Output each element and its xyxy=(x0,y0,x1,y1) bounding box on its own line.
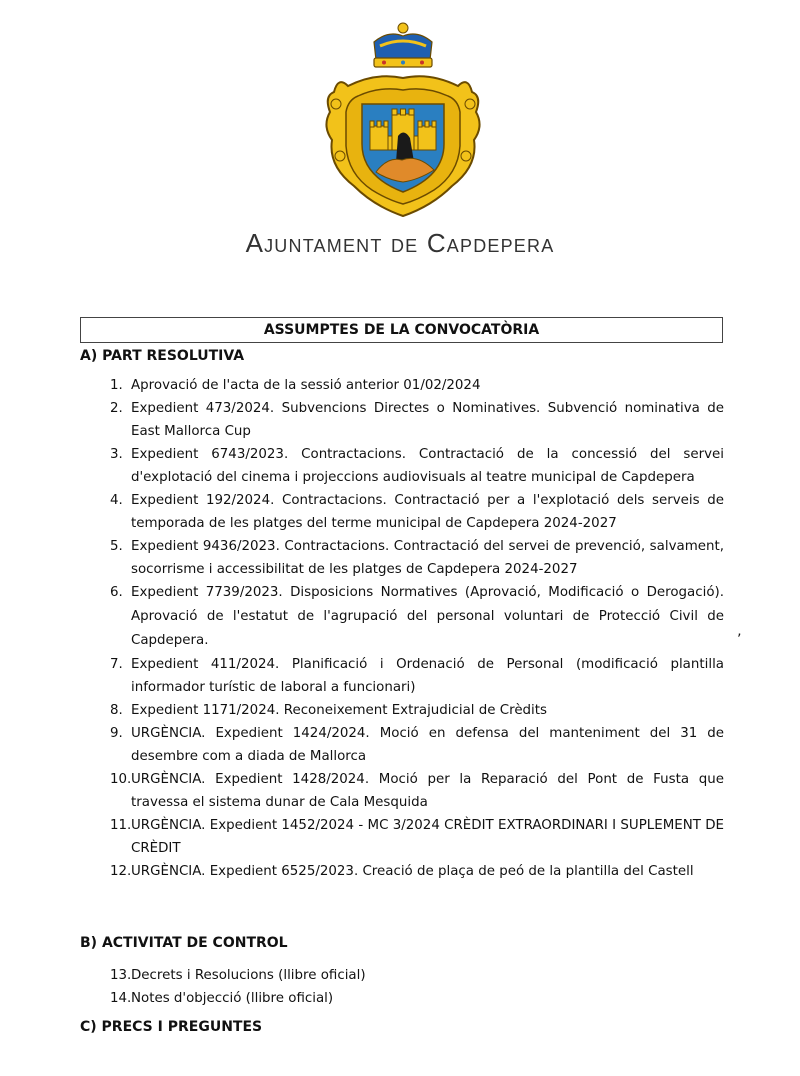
list-item: 6. Expedient 7739/2023. Disposicions Normatives (Aprovació, Modificació o Derogació). Aprovació de l'estatut de l'agrupació del personal voluntari de Protecció Civil de Capdepera. xyxy=(110,585,724,648)
list-item: 2. Expedient 473/2024. Subvencions Directes o Nominatives. Subvenció nominativa de East Mallorca Cup xyxy=(110,401,724,439)
list-item: 9. URGÈNCIA. Expedient 1424/2024. Moció en defensa del manteniment del 31 de desembre com a diada de Mallorca xyxy=(110,726,724,764)
stray-mark: ’ xyxy=(737,632,742,648)
list-item: 5. Expedient 9436/2023. Contractacions. Contractació del servei de prevenció, salvament, socorrisme i accessibilitat de les platges de Capdepera 2024-2027 xyxy=(110,539,724,577)
list-item: 7. Expedient 411/2024. Planificació i Ordenació de Personal (modificació plantilla informador turístic de laboral a funcionari) xyxy=(110,657,724,695)
agenda-title: ASSUMPTES DE LA CONVOCATÒRIA xyxy=(80,317,723,343)
list-item: 4. Expedient 192/2024. Contractacions. Contractació per a l'explotació dels serveis de temporada de les platges del terme municipal de Capdepera 2024-2027 xyxy=(110,493,724,531)
list-item: 10. URGÈNCIA. Expedient 1428/2024. Moció per la Reparació del Pont de Fusta que travessa el sistema dunar de Cala Mesquida xyxy=(110,772,724,810)
list-item: 1. Aprovació de l'acta de la sessió anterior 01/02/2024 xyxy=(110,378,481,393)
section-a-list xyxy=(110,374,724,883)
list-item: 13. Decrets i Resolucions (llibre oficial) xyxy=(110,968,366,983)
section-b-list xyxy=(110,964,724,1010)
list-item: 3. Expedient 6743/2023. Contractacions. Contractació de la concessió del servei d'explotació del cinema i projeccions audiovisuals al teatre municipal de Capdepera xyxy=(110,447,724,485)
section-c-heading: C) PRECS I PREGUNTES xyxy=(80,1019,263,1035)
section-b-heading: B) ACTIVITAT DE CONTROL xyxy=(80,935,288,951)
list-item: 14. Notes d'objecció (llibre oficial) xyxy=(110,991,334,1006)
town-name: Ajuntament de Capdepera xyxy=(245,228,555,258)
list-item: 11. URGÈNCIA. Expedient 1452/2024 - MC 3/2024 CRÈDIT EXTRAORDINARI I SUPLEMENT DE CRÈDIT xyxy=(110,818,724,856)
list-item: 12. URGÈNCIA. Expedient 6525/2023. Creació de plaça de peó de la plantilla del Castell xyxy=(110,864,694,879)
crown-icon xyxy=(374,23,432,67)
list-item: 8. Expedient 1171/2024. Reconeixement Extrajudicial de Crèdits xyxy=(110,703,548,718)
coat-of-arms-logo xyxy=(318,16,488,226)
section-a-heading: A) PART RESOLUTIVA xyxy=(80,348,245,364)
